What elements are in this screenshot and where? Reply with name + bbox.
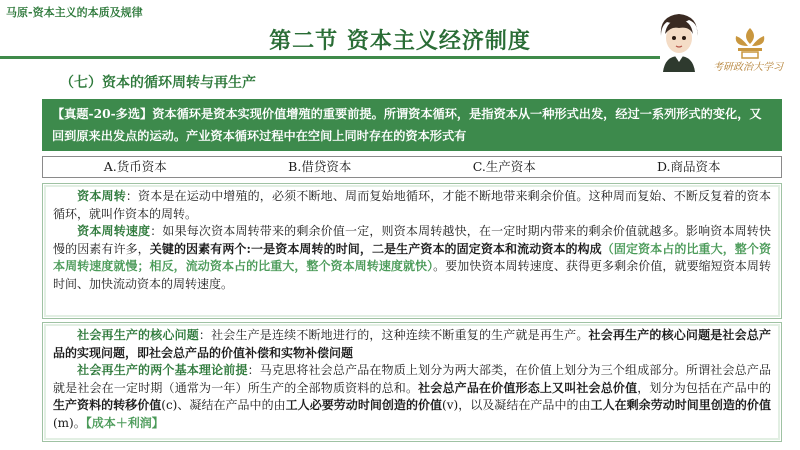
- turnover-label: 资本周转: [77, 189, 126, 203]
- social-reproduction-panel: [42, 322, 782, 442]
- premise-bold-d: 工人在剩余劳动时间里创造的价值: [590, 398, 771, 413]
- cost-profit-note: 【成本＋利润】: [85, 415, 164, 430]
- option-b[interactable]: B.借贷资本: [288, 159, 352, 174]
- answer-options: [42, 156, 782, 178]
- reproduction-core-bold: 社会再生产的核心问题是社会总产品的实现问题，即社会总产品的价值补偿和实物补偿问题: [53, 328, 771, 360]
- option-c[interactable]: C.生产资本: [472, 159, 536, 174]
- option-d[interactable]: D.商品资本: [656, 159, 721, 174]
- premise-text-b: ，划分为包括在产品中的: [637, 380, 771, 395]
- premise-text-d: (v)，以及凝结在产品中的由: [442, 398, 591, 413]
- exam-question: 【真题-20-多选】资本循环是资本实现价值增殖的重要前提。所谓资本循环，是指资本从一种形式出发，经过一系列形式的变化，又回到原来出发点的运动。产业资本循环过程中在空间上同时存在的资本形式有: [42, 99, 782, 151]
- premise-bold-b: 生产资料的转移价值: [53, 398, 162, 413]
- title-divider: [0, 56, 660, 59]
- turnover-speed-paragraph: [53, 223, 771, 293]
- reproduction-premise-paragraph: [53, 362, 771, 432]
- premise-text-c: (c)、凝结在产品中的由: [161, 398, 286, 413]
- reproduction-premise-label: 社会再生产的两个基本理论前提: [77, 363, 248, 378]
- premise-bold-c: 工人必要劳动时间创造的价值: [285, 398, 443, 413]
- turnover-speed-text-b: 。要加快资本周转速度、获得更多剩余价值，就要缩短资本周转时间、加快流动资本的周转速度。: [53, 259, 771, 291]
- section-subtitle: （七）资本的循环周转与再生产: [60, 75, 256, 91]
- premise-text-e: (m)。: [53, 415, 86, 430]
- turnover-key-factors: 关键的因素有两个:一是资本周转的时间，二是生产资本的固定资本和流动资本的构成: [149, 241, 602, 256]
- reproduction-core-text: ：社会生产是连续不断地进行的，这种连续不断重复的生产就是再生产。: [198, 328, 589, 342]
- premise-text-a: ：马克思将社会总产品在物质上划分为两大部类，在价值上划分为三个组成部分。所谓社会总产品就是社会在一定时期（通常为一年）所生产的全部物质资料的总和。: [53, 363, 771, 395]
- option-a[interactable]: A.货币资本: [103, 159, 167, 174]
- premise-bold-a: 社会总产品在价值形态上又叫社会总价值: [418, 380, 638, 395]
- page-title: 第二节 资本主义经济制度: [269, 29, 531, 54]
- presenter-avatar: [655, 10, 703, 72]
- brand-text: 考研政治大学习: [713, 62, 783, 73]
- reproduction-core-label: 社会再生产的核心问题: [77, 328, 199, 342]
- turnover-speed-label: 资本周转速度: [77, 224, 151, 239]
- turnover-speed-text-a: ：如果每次资本周转带来的剩余价值一定，则资本周转越快，在一定时期内带来的剩余价值就越多。影响资本周转快慢的因素有许多，: [53, 224, 771, 256]
- capital-turnover-panel: [42, 183, 782, 319]
- course-title: 马原-资本主义的本质及规律: [6, 6, 143, 19]
- turnover-note: （固定资本占的比重大，整个资本周转速度就慢；相反，流动资本占的比重大，整个资本周转速度就快）: [53, 241, 771, 274]
- turnover-text: ：资本是在运动中增殖的，必须不断地、周而复始地循环，才能不断地带来剩余价值。这种周而复始、不断反复着的资本循环，就叫作资本的周转。: [53, 189, 771, 221]
- turnover-paragraph: [53, 188, 771, 223]
- reproduction-core-paragraph: [53, 327, 771, 362]
